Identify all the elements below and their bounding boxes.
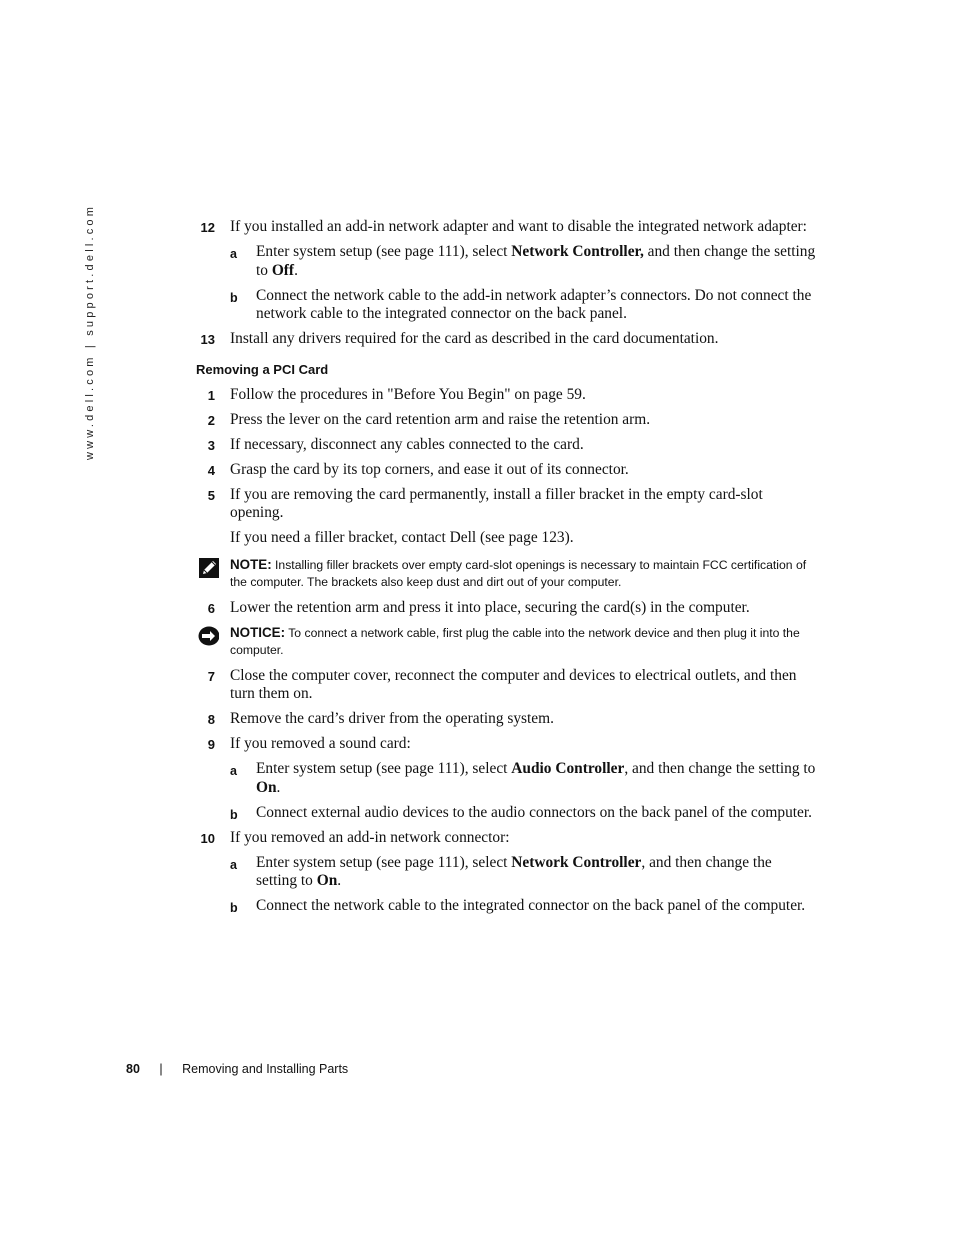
- section-heading: Removing a PCI Card: [196, 361, 329, 377]
- notice-arrow-icon: [197, 626, 219, 646]
- step-3: [196, 436, 816, 455]
- ui-term: Network Controller,: [511, 243, 644, 260]
- step-number: 2: [207, 412, 215, 428]
- sub-text: .: [276, 778, 281, 796]
- sub-letter: b: [230, 290, 238, 305]
- step-text: Grasp the card by its top corners, and ease it out of its connector.: [230, 460, 629, 478]
- step-text: If you removed a sound card:: [230, 735, 411, 752]
- step-number: 9: [207, 737, 215, 752]
- sub-text: Enter system setup (see page 111), select: [256, 853, 512, 871]
- note-text: Installing filler brackets over empty card-slot openings is necessary to maintain FCC certification of the computer. The brackets also keep dust and dirt out of your computer.: [230, 557, 807, 589]
- sub-text: .: [337, 872, 342, 889]
- step-2: [196, 411, 816, 430]
- step-5: [196, 486, 816, 523]
- sub-text: , and then change the setting to: [624, 760, 816, 777]
- ui-term: On: [256, 778, 277, 796]
- step-9: [196, 735, 816, 754]
- sub-text: Connect the network cable to the add-in network adapter’s connectors. Do not connect the network cable to the integrated connector on the back panel.: [256, 286, 812, 322]
- page-number: 80: [126, 1062, 140, 1076]
- sub-text: Connect external audio devices to the audio connectors on the back panel of the computer.: [256, 803, 813, 821]
- note-callout: [196, 556, 816, 591]
- step-text: Install any drivers required for the card as described in the card documentation.: [230, 330, 719, 347]
- ui-term: Network Controller: [511, 853, 642, 871]
- sidebar-url: www.dell.com | support.dell.com: [84, 203, 96, 460]
- step-10-sub-a: [196, 854, 816, 891]
- ui-term: Off: [271, 261, 295, 279]
- step-number: 10: [200, 830, 215, 846]
- step-text: Follow the procedures in "Before You Begin" on page 59.: [230, 385, 586, 403]
- step-text: If you installed an add-in network adapter and want to disable the integrated network adapter:: [230, 218, 807, 235]
- step-9-sub-b: [196, 804, 816, 823]
- step-number: 5: [207, 487, 215, 503]
- step-text: Press the lever on the card retention arm and raise the retention arm.: [230, 410, 651, 428]
- step-8: [196, 710, 816, 729]
- step-7: [196, 667, 816, 704]
- ui-term: On: [316, 872, 338, 889]
- step-number: 1: [207, 387, 215, 403]
- step-number: 6: [207, 600, 215, 616]
- step-text: If you are removing the card permanently, install a filler bracket in the empty card-slot opening.: [230, 485, 763, 521]
- sub-text: Enter system setup (see page 111), select: [256, 243, 512, 260]
- ui-term: Audio Controller: [511, 760, 625, 777]
- step-10-sub-b: [196, 897, 816, 916]
- sub-text: .: [294, 261, 298, 279]
- step-12-sub-a: [196, 243, 816, 280]
- sub-text: and then change the setting to: [256, 243, 816, 279]
- notice-callout: [196, 624, 816, 659]
- step-text: Lower the retention arm and press it into place, securing the card(s) in the computer.: [230, 598, 750, 616]
- step-number: 12: [200, 220, 215, 235]
- sub-text: , and then change the setting to: [256, 853, 772, 889]
- notice-text: To connect a network cable, first plug the cable into the network device and then plug it into the computer.: [230, 625, 800, 657]
- step-number: 4: [207, 462, 215, 478]
- step-6: [196, 599, 816, 618]
- sub-text: Connect the network cable to the integrated connector on the back panel of the computer.: [256, 897, 806, 914]
- pencil-note-icon: [199, 558, 219, 578]
- step-number: 3: [207, 437, 215, 453]
- step-text: Remove the card’s driver from the operating system.: [230, 710, 554, 727]
- chapter-title: Removing and Installing Parts: [182, 1062, 349, 1076]
- sub-text: Enter system setup (see page 111), select: [256, 760, 512, 777]
- step-10: [196, 829, 816, 848]
- step-13: [196, 330, 816, 349]
- step-text: If necessary, disconnect any cables connected to the card.: [230, 435, 584, 453]
- step-1: [196, 386, 816, 405]
- sub-letter: a: [230, 247, 237, 261]
- sub-letter: b: [230, 807, 238, 822]
- notice-label: NOTICE:: [230, 624, 286, 640]
- page-footer: [126, 1062, 348, 1076]
- page-content: [196, 218, 816, 922]
- note-label: NOTE:: [230, 556, 272, 572]
- step-text: If you removed an add-in network connector:: [230, 828, 510, 846]
- step-number: 8: [207, 712, 215, 727]
- step-text: Close the computer cover, reconnect the computer and devices to electrical outlets, and then turn them on.: [230, 666, 797, 702]
- step-12: [196, 218, 816, 237]
- step-4: [196, 461, 816, 480]
- sub-letter: b: [230, 901, 238, 915]
- step-5-continuation: If you need a filler bracket, contact Dell (see page 123).: [230, 529, 574, 546]
- footer-separator: |: [159, 1062, 163, 1076]
- step-12-sub-b: [196, 287, 816, 324]
- step-number: 7: [207, 668, 215, 684]
- sub-letter: a: [230, 857, 237, 872]
- step-9-sub-a: [196, 760, 816, 797]
- step-number: 13: [200, 332, 215, 347]
- sub-letter: a: [230, 764, 237, 778]
